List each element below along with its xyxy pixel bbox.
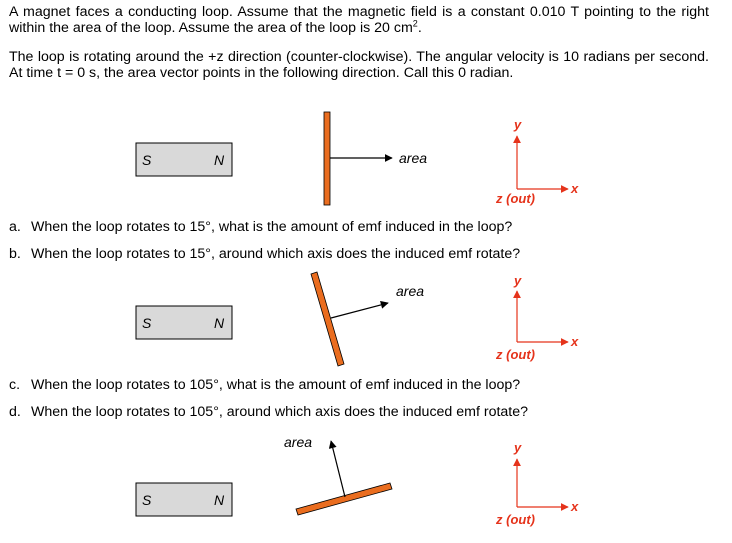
magnet-south-label: S [142, 152, 152, 168]
area-vector-arrow [331, 441, 345, 497]
question-text: When the loop rotates to 105°, around which axis does the induced emf rotate? [31, 404, 529, 420]
question-text: When the loop rotates to 15°, around which axis does the induced emf rotate? [31, 246, 521, 262]
area-unit-exponent: 2 [412, 18, 418, 29]
question-letter: c. [9, 377, 21, 393]
figure-0-rad [136, 112, 579, 206]
magnet-south-label: S [142, 315, 152, 331]
question-letter: d. [9, 404, 21, 420]
question-letter: a. [9, 219, 21, 235]
figure-105-degrees [136, 434, 579, 527]
intro-text-1: A magnet faces a conducting loop. Assume that the magnetic field is a constant 0.010 T pointing to the right within the area of the loop. Assume the area of the loop is 20 cm [9, 4, 709, 36]
intro-paragraph-2: The loop is rotating around the +z direction (counter-clockwise). The angular velocity is 10 radians per second. At time t = 0 s, the area vector points in the following direction. Call this 0 radian. [9, 49, 709, 81]
axis-y-label: y [514, 117, 522, 132]
bar-magnet [136, 306, 232, 339]
question-letter: b. [9, 246, 21, 262]
axis-x-label: x [571, 181, 579, 196]
intro-text-1-end: . [417, 20, 422, 36]
bar-magnet [136, 483, 232, 516]
magnet-north-label: N [214, 492, 225, 508]
area-label: area [284, 434, 313, 450]
question-text: When the loop rotates to 105°, what is the amount of emf induced in the loop? [31, 377, 521, 393]
magnet-north-label: N [214, 152, 225, 168]
axis-x-label: x [571, 334, 579, 349]
area-label: area [396, 283, 425, 299]
magnet-north-label: N [214, 315, 225, 331]
axes-indicator [495, 440, 579, 527]
axis-y-label: y [514, 440, 522, 455]
axis-z-label: z (out) [496, 191, 535, 206]
axis-z-label: z (out) [496, 512, 535, 527]
axis-y-label: y [514, 273, 522, 288]
conducting-loop [296, 483, 392, 515]
axis-x-label: x [571, 499, 579, 514]
axes-indicator [495, 273, 579, 362]
magnet-south-label: S [142, 492, 152, 508]
question-text: When the loop rotates to 15°, what is the amount of emf induced in the loop? [31, 219, 513, 235]
figure-15-degrees [136, 272, 579, 366]
axis-z-label: z (out) [496, 347, 535, 362]
bar-magnet [136, 143, 232, 176]
axes-indicator [495, 117, 579, 206]
conducting-loop [324, 112, 330, 205]
area-label: area [399, 150, 428, 166]
area-vector-arrow [331, 303, 388, 318]
conducting-loop [311, 272, 344, 366]
